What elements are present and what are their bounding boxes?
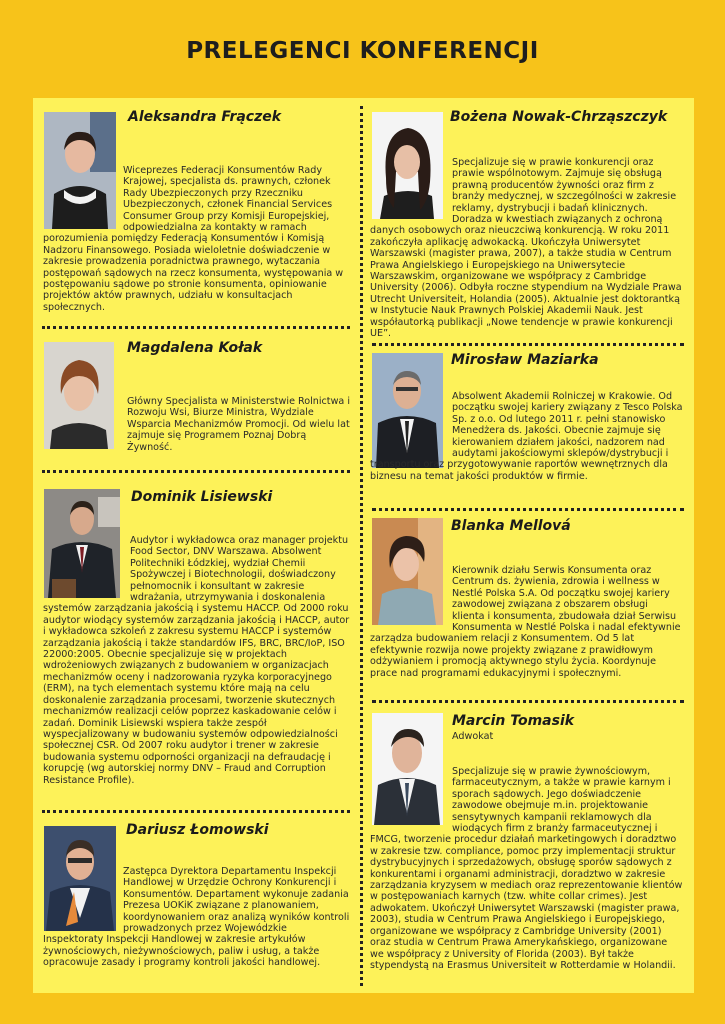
speaker-bio: Główny Specjalista w Ministerstwie Rolnictwa i Rozwoju Wsi, Biurze Ministra, Wydziale Wsparcia Mechanizmów Promocji. Od wielu lat zajmuje się Programem Poznaj Dobrą Żywność.: [127, 396, 351, 453]
speaker-bio: [370, 565, 683, 679]
speaker-name: Marcin Tomasik: [452, 713, 575, 729]
speaker-photo: [44, 342, 114, 449]
speaker-bio-text: Wiceprezes Federacji Konsumentów Rady Krajowej, specjalista ds. prawnych, członek Rady Ubezpieczonych przy Rzeczniku Ubezpieczonych, członek Financial Services Consumer Group przy Komisji Europejskiej, odpowiedzialna za kontakty w ramach porozumienia pomiędzy Federacją Konsumentów i Komisją Nadzoru Finansowego. Posiada wieloletnie doświadczenie w zakresie prowadzenia poradnictwa prawnego, wytaczania postępowań sądowych na rzecz konsumenta, występowania w postępowaniu sądowe po stronie konsumenta, opiniowanie projektów aktów prawnych, udziału w konsultacjach społecznych.: [43, 165, 344, 313]
speaker-bio: [370, 766, 683, 971]
speaker-name: Magdalena Kołak: [127, 340, 263, 356]
speaker-bio: [370, 391, 683, 482]
speaker-subtitle: Adwokat: [452, 731, 494, 742]
separator: [42, 470, 350, 473]
separator: [372, 700, 684, 703]
speaker-bio-text: Zastępca Dyrektora Departamentu Inspekcji Handlowej w Urzędzie Ochrony Konkurencji i Konsumentów. Departament wykonuje zadania Prezesa UOKiK związane z planowaniem, koordynowaniem oraz analizą wyników kontroli prowadzonych przez Wojewódzkie Inspektoraty Inspekcji Handlowej w zakresie artykułów żywnościowych, nieżywnościowych, paliw i usług, a także opracowuje zasady i programy kontroli jakości handlowej.: [43, 866, 350, 969]
separator: [372, 508, 684, 511]
speaker-bio-text: Absolwent Akademii Rolniczej w Krakowie. Od początku swojej kariery związany z Tesco Polska Sp. z o.o. Od lutego 2011 r. pełni stanowisko Menedżera ds. Jakości. Obecnie zajmuje się kierowaniem działem jakości, nadzorem nad audytami jakościowymi sklepów/dystrybucji i transportu oraz przygotowywanie raportów wewnętrznych dla biznesu na temat jakości produktów w firmie.: [370, 391, 683, 482]
speaker-name: Mirosław Maziarka: [451, 352, 599, 368]
separator: [42, 326, 350, 329]
column-divider: [360, 106, 363, 986]
speaker-bio-text: Specjalizuje się w prawie konkurencji oraz prawie wspólnotowym. Zajmuje się obsługą prawną producentów żywności oraz firm z branży medycznej, w szczególności w zakresie reklamy, dystrybucji i badań klinicznych. Doradza w kwestiach związanych z ochroną danych osobowych oraz nieuczciwą konkurencją. W roku 2011 zakończyła aplikację adwokacką. Ukończyła Uniwersytet Warszawski (magister prawa, 2007), a także studia w Centrum Prawa Angielskiego i Europejskiego na Uniwersytecie Warszawskim, organizowane we współpracy z Cambridge University (2006). Odbyła roczne stypendium na Wydziale Prawa Utrecht Universiteit, Holandia (2005). Aktualnie jest doktorantką w Instytucie Nauk Prawnych Polskiej Akademii Nauk. Jest współautorką publikacji „Nowe tendencje w prawie konkurencji UE”.: [370, 157, 682, 340]
speaker-bio: [370, 157, 683, 340]
speaker-bio: [43, 866, 350, 969]
speaker-bio: [43, 165, 350, 313]
speaker-bio-text: Kierownik działu Serwis Konsumenta oraz Centrum ds. żywienia, zdrowia i wellness w Nestlé Polska S.A. Od początku swojej kariery zawodowej związana z obszarem obsługi klienta i konsumenta, zbudowała dział Serwisu Konsumenta w Nestlé Polska i nadal efektywnie zarządza budowaniem relacji z Konsumentem. Od 5 lat efektywnie rozwija nowe projekty związane z prawidłowym odżywianiem i promocją aktywnego stylu życia. Koordynuje prace nad programami edukacyjnymi i społecznymi.: [370, 565, 681, 679]
separator: [42, 810, 350, 813]
speaker-name: Dominik Lisiewski: [131, 489, 273, 505]
speaker-bio: [43, 535, 350, 786]
speaker-name: Dariusz Łomowski: [126, 822, 269, 838]
page-title: PRELEGENCI KONFERENCJI: [186, 38, 539, 64]
speaker-name: Aleksandra Frączek: [128, 109, 282, 125]
speaker-bio-text: Audytor i wykładowca oraz manager projektu Food Sector, DNV Warszawa. Absolwent Politechniki Łódzkiej, wydział Chemii Spożywczej i Biotechnologii, doświadczony pełnomocnik i konsultant w zakresie wdrażania, utrzymywania i doskonalenia systemów zarządzania jakością i systemu HACCP. Od 2000 roku audytor wiodący systemów zarządzania jakością i HACCP, autor i wykładowca szkoleń z zakresu systemu HACCP i systemów zarządzania jakością i także standardów IFS, BRC, BRC/IoP, ISO 22000:2005. Obecnie specjalizuje się w projektach wdrożeniowych związanych z budowaniem w organizacjach mechanizmów oceny i nadzorowania ryzyka korporacyjnego (ERM), na tych elementach systemu które mają na celu doskonalenie zarządzania procesami, tworzenie skutecznych mechanizmów realizacji celów poprzez kaskadowanie celów i zadań. Dominik Lisiewski wspiera także zespół wyspecjalizowany w budowaniu systemów odpowiedzialności społecznej CSR. Od 2007 roku audytor i trener w zakresie budowania systemu odporności organizacji na defraudację i korupcję (wg autorskiej normy DNV – Fraud and Corruption Resistance Profile).: [43, 535, 350, 786]
speaker-name: Bożena Nowak-Chrząszczyk: [450, 109, 668, 125]
speaker-name: Blanka Mellová: [451, 518, 571, 534]
separator: [372, 343, 684, 346]
speaker-bio-text: Specjalizuje się w prawie żywnościowym, farmaceutycznym, a także w prawie karnym i sporach sądowych. Jego doświadczenie zawodowe obejmuje m.in. projektowanie sensytywnych kampanii reklamowych dla wiodących firm z branży farmaceutycznej i FMCG, tworzenie procedur działań marketingowych i doradztwo w zakresie tzw. compliance, pomoc przy implementacji struktur dystrybucyjnych i sprzedażowych, obsługę sporów sądowych z konkurentami i organami administracji, doradztwo w zakresie zarządzania kryzysem w mediach oraz reprezentowanie klientów w postępowaniach karnych (tzw. white collar crimes). Jest adwokatem. Ukończył Uniwersytet Warszawski (magister prawa, 2003), studia w Centrum Prawa Angielskiego i Europejskiego, organizowane we współpracy z Cambridge University (2001) oraz studia w Centrum Prawa Amerykańskiego, organizowane we współpracy z University of Florida (2003). Był także stypendystą na Erasmus Universiteit w Rotterdamie w Holandii.: [370, 766, 683, 971]
